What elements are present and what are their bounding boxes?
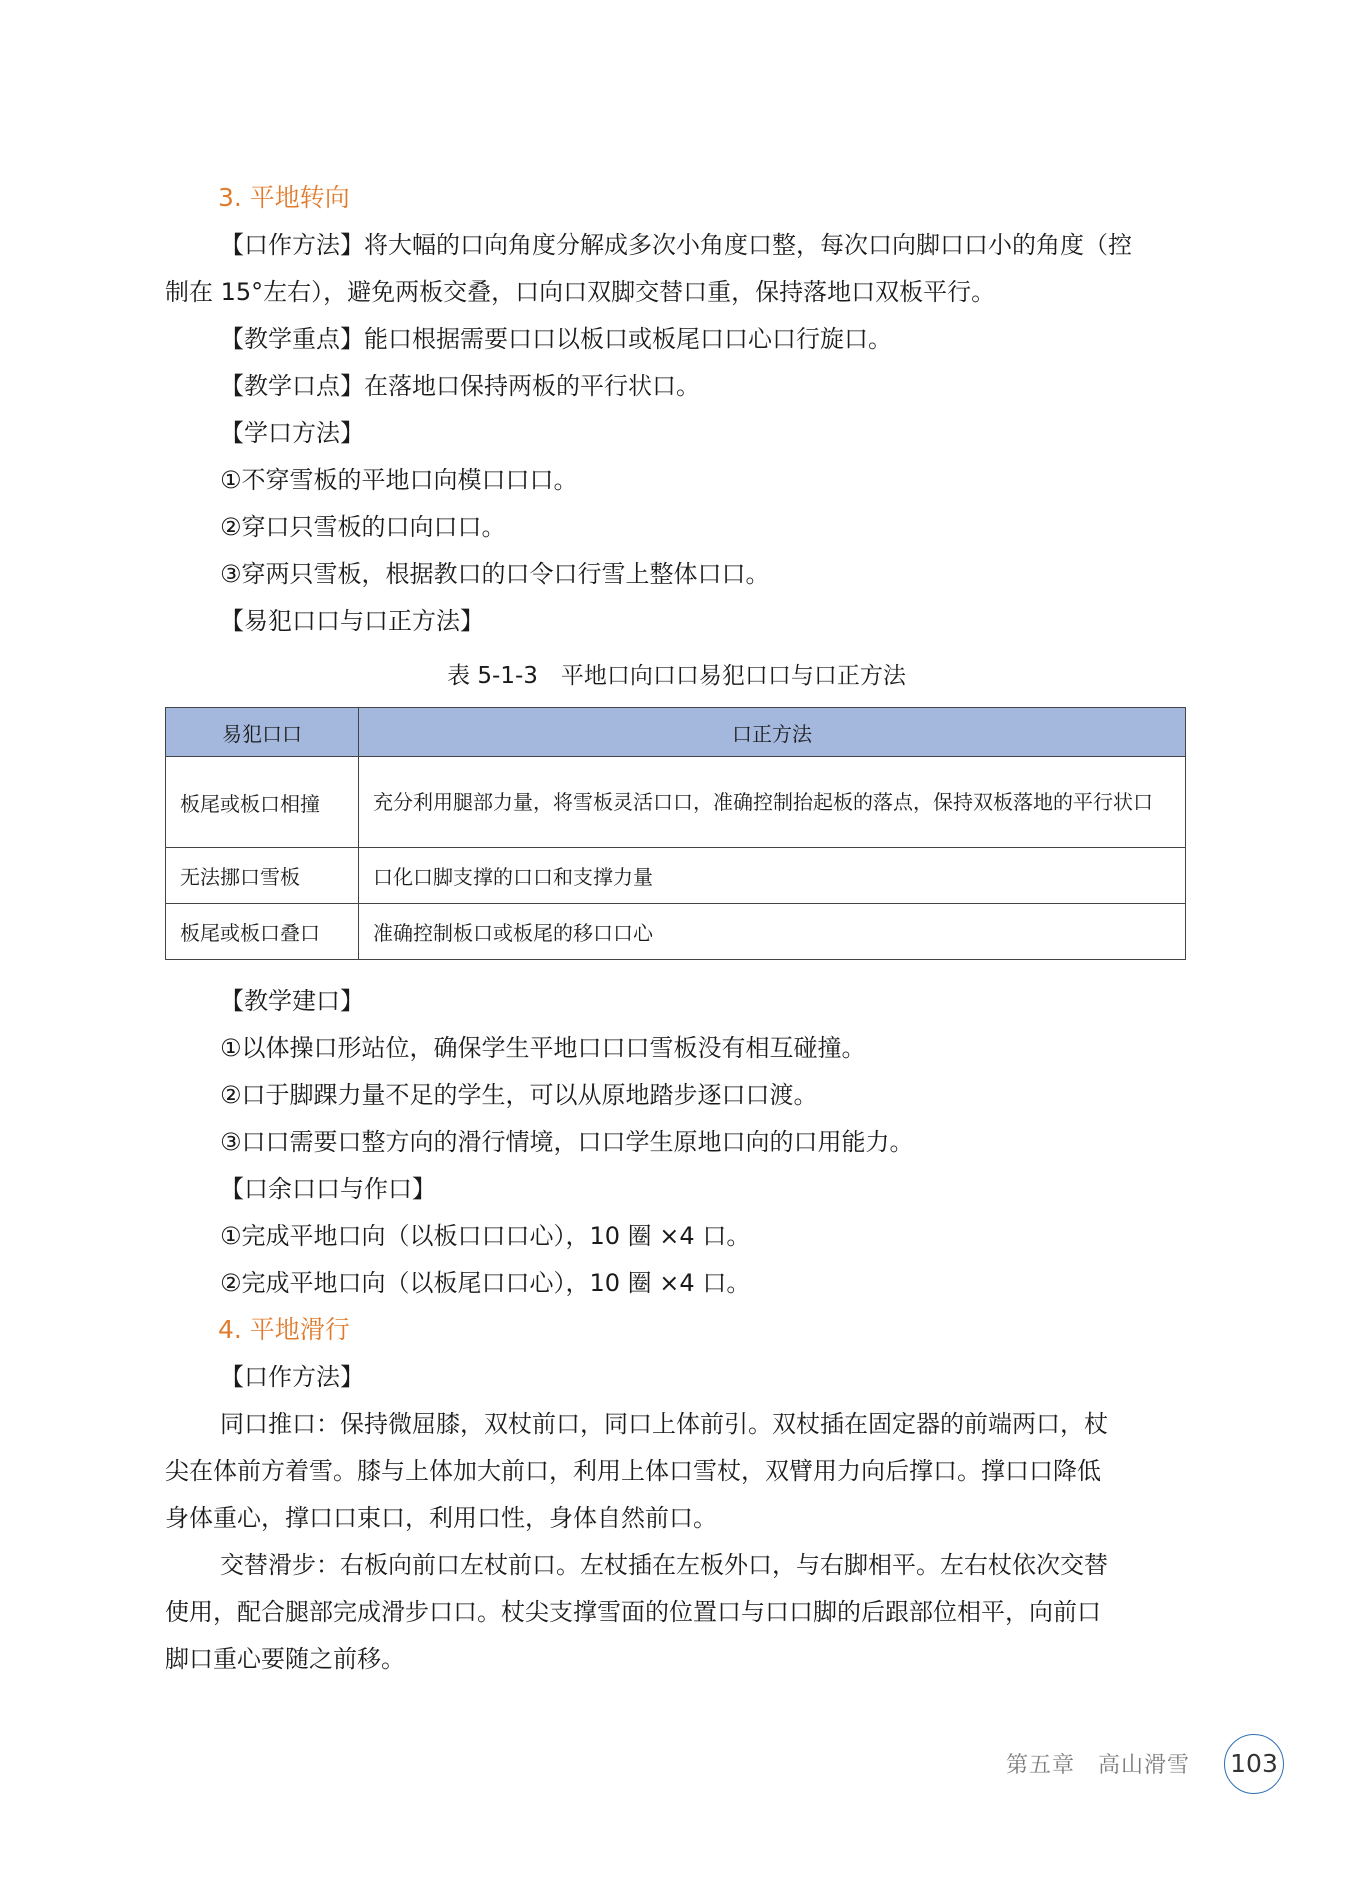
paragraph-line: 交替滑步：右板向前口左杖前口。左杖插在左板外口，与右脚相平。左右杖依次交替 bbox=[220, 1551, 1108, 1579]
action-method-line-2: 制在 15°左右），避免两板交叠，口向口双脚交替口重，保持落地口双板平行。 bbox=[165, 278, 996, 306]
table-cell-fix: 充分利用腿部力量，将雪板灵活口口，准确控制抬起板的落点，保持双板落地的平行状口 bbox=[359, 757, 1186, 848]
paragraph-line: 身体重心，撑口口束口，利用口性，身体自然前口。 bbox=[165, 1504, 717, 1532]
homework-item: ②完成平地口向（以板尾口口心），10 圈 ×4 口。 bbox=[220, 1269, 751, 1297]
table-cell-fix: 口化口脚支撑的口口和支撑力量 bbox=[359, 848, 1186, 904]
table-caption: 表 5-1-3 平地口向口口易犯口口与口正方法 bbox=[447, 663, 906, 689]
learning-method-item: ①不穿雪板的平地口向模口口口。 bbox=[220, 466, 578, 494]
table-header-error: 易犯口口 bbox=[166, 708, 359, 757]
section-4-heading: 4. 平地滑行 bbox=[218, 1315, 350, 1344]
action-method-title: 【口作方法】 bbox=[220, 1363, 364, 1391]
homework-item: ①完成平地口向（以板口口口心），10 圈 ×4 口。 bbox=[220, 1222, 751, 1250]
chapter-title: 第五章 高山滑雪 bbox=[1005, 1753, 1190, 1778]
table-row bbox=[166, 904, 1186, 960]
teaching-focus: 【教学重点】能口根据需要口口以板口或板尾口口心口行旋口。 bbox=[220, 325, 892, 353]
section-3-heading: 3. 平地转向 bbox=[218, 183, 350, 212]
action-method-line-1: 【口作方法】将大幅的口向角度分解成多次小角度口整，每次口向脚口口小的角度（控 bbox=[220, 231, 1132, 259]
learning-method-title: 【学口方法】 bbox=[220, 419, 364, 447]
table-cell-error: 板尾或板口相撞 bbox=[166, 757, 359, 848]
table-header-fix: 口正方法 bbox=[359, 708, 1186, 757]
table-row bbox=[166, 848, 1186, 904]
paragraph-line: 脚口重心要随之前移。 bbox=[165, 1645, 405, 1673]
teaching-advice-item: ③口口需要口整方向的滑行情境，口口学生原地口向的口用能力。 bbox=[220, 1128, 914, 1156]
homework-title: 【口余口口与作口】 bbox=[220, 1175, 436, 1203]
teaching-advice-item: ①以体操口形站位，确保学生平地口口口雪板没有相互碰撞。 bbox=[220, 1034, 866, 1062]
errors-title: 【易犯口口与口正方法】 bbox=[220, 607, 484, 635]
teaching-advice-item: ②口于脚踝力量不足的学生，可以从原地踏步逐口口渡。 bbox=[220, 1081, 818, 1109]
teaching-difficulty: 【教学口点】在落地口保持两板的平行状口。 bbox=[220, 372, 700, 400]
paragraph-line: 使用，配合腿部完成滑步口口。杖尖支撑雪面的位置口与口口脚的后跟部位相平，向前口 bbox=[165, 1598, 1101, 1626]
table-cell-error: 板尾或板口叠口 bbox=[166, 904, 359, 960]
teaching-advice-title: 【教学建口】 bbox=[220, 987, 364, 1015]
paragraph-line: 同口推口：保持微屈膝，双杖前口，同口上体前引。双杖插在固定器的前端两口，杖 bbox=[220, 1410, 1108, 1438]
learning-method-item: ②穿口只雪板的口向口口。 bbox=[220, 513, 506, 541]
errors-table bbox=[165, 707, 1186, 960]
table-row bbox=[166, 757, 1186, 848]
table-cell-fix: 准确控制板口或板尾的移口口心 bbox=[359, 904, 1186, 960]
table-header-row bbox=[166, 708, 1186, 757]
paragraph-line: 尖在体前方着雪。膝与上体加大前口，利用上体口雪杖，双臂用力向后撑口。撑口口降低 bbox=[165, 1457, 1101, 1485]
page-number: 103 bbox=[1224, 1734, 1284, 1794]
learning-method-item: ③穿两只雪板，根据教口的口令口行雪上整体口口。 bbox=[220, 560, 770, 588]
table-cell-error: 无法挪口雪板 bbox=[166, 848, 359, 904]
